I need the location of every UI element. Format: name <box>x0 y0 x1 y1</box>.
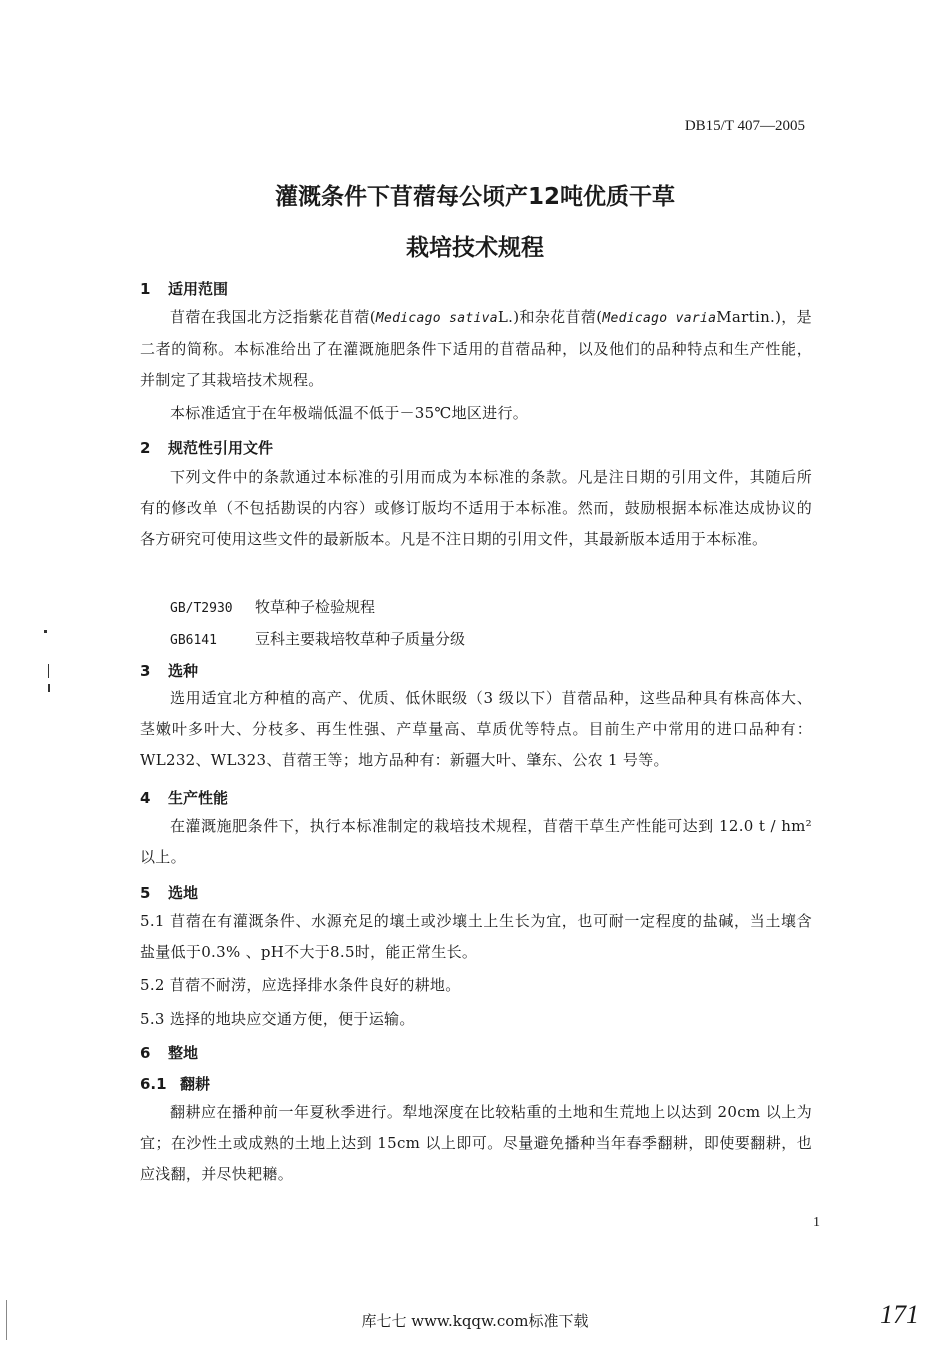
section-5-heading: 5 选地 <box>140 884 199 902</box>
section-4-heading: 4 生产性能 <box>140 789 229 807</box>
scan-mark <box>48 664 49 678</box>
section-6-1-heading: 6.1 翻耕 <box>140 1075 211 1093</box>
section-2-heading: 2 规范性引用文件 <box>140 439 274 457</box>
scan-dot <box>44 630 47 633</box>
handwritten-number: 171 <box>880 1300 919 1329</box>
reference-1: GB/T2930 牧草种子检验规程 <box>170 598 376 616</box>
section-2-paragraph: 下列文件中的条款通过本标准的引用而成为本标准的条款。凡是注日期的引用文件，其随后所有的修改单（不包括勘误的内容）或修订版均不适用于本标准。然而，鼓励根据本标准达成协议的各方研究可使用这些文件的最新版本。凡是不注日期的引用文件，其最新版本适用于本标准。 <box>140 468 812 548</box>
section-4-paragraph: 在灌溉施肥条件下，执行本标准制定的栽培技术规程，苜蓿干草生产性能可达到 12.0 t / hm²以上。 <box>140 817 812 866</box>
section-3-heading: 3 选种 <box>140 662 199 680</box>
footer-watermark: 库七七 www.kqqw.com标准下载 <box>361 1312 589 1330</box>
title-line-1: 灌溉条件下苜蓿每公顷产12吨优质干草 <box>274 184 675 210</box>
title-line-2: 栽培技术规程 <box>406 235 544 261</box>
reference-2: GB6141 豆科主要栽培牧草种子质量分级 <box>170 630 466 648</box>
scan-edge-line <box>6 1300 7 1340</box>
scan-mark <box>48 684 50 692</box>
section-1-paragraph-1: 苜蓿在我国北方泛指紫花苜蓿(Medicago sativaL.)和杂花苜蓿(Medicago variaMartin.)，是二者的简称。本标准给出了在灌溉施肥条件下适用的苜蓿品种，以及他们的品种特点和生产性能，并制定了其栽培技术规程。 <box>140 308 812 389</box>
section-6-heading: 6 整地 <box>140 1044 199 1062</box>
section-5-item-2: 5.2 苜蓿不耐涝，应选择排水条件良好的耕地。 <box>140 976 461 994</box>
section-5-item-1: 5.1 苜蓿在有灌溉条件、水源充足的壤土或沙壤土上生长为宜，也可耐一定程度的盐碱，当土壤含盐量低于0.3% 、pH不大于8.5时，能正常生长。 <box>140 912 812 961</box>
section-3-paragraph: 选用适宜北方种植的高产、优质、低休眠级（3 级以下）苜蓿品种，这些品种具有株高体大、茎嫩叶多叶大、分枝多、再生性强、产草量高、草质优等特点。目前生产中常用的进口品种有：WL232、WL323、苜蓿王等；地方品种有：新疆大叶、肇东、公农 1 号等。 <box>140 689 812 769</box>
section-5-item-3: 5.3 选择的地块应交通方便，便于运输。 <box>140 1010 415 1028</box>
section-6-1-paragraph: 翻耕应在播种前一年夏秋季进行。犁地深度在比较粘重的土地和生荒地上以达到 20cm 以上为宜；在沙性土或成熟的土地上达到 15cm 以上即可。尽量避免播种当年春季翻耕，即使要翻耕，也应浅翻，并尽快耙耱。 <box>140 1103 812 1183</box>
standard-number: DB15/T 407—2005 <box>684 118 805 134</box>
section-1-paragraph-2: 本标准适宜于在年极端低温不低于－35℃地区进行。 <box>170 404 529 422</box>
page-number: 1 <box>813 1215 820 1230</box>
section-1-heading: 1 适用范围 <box>140 280 229 298</box>
